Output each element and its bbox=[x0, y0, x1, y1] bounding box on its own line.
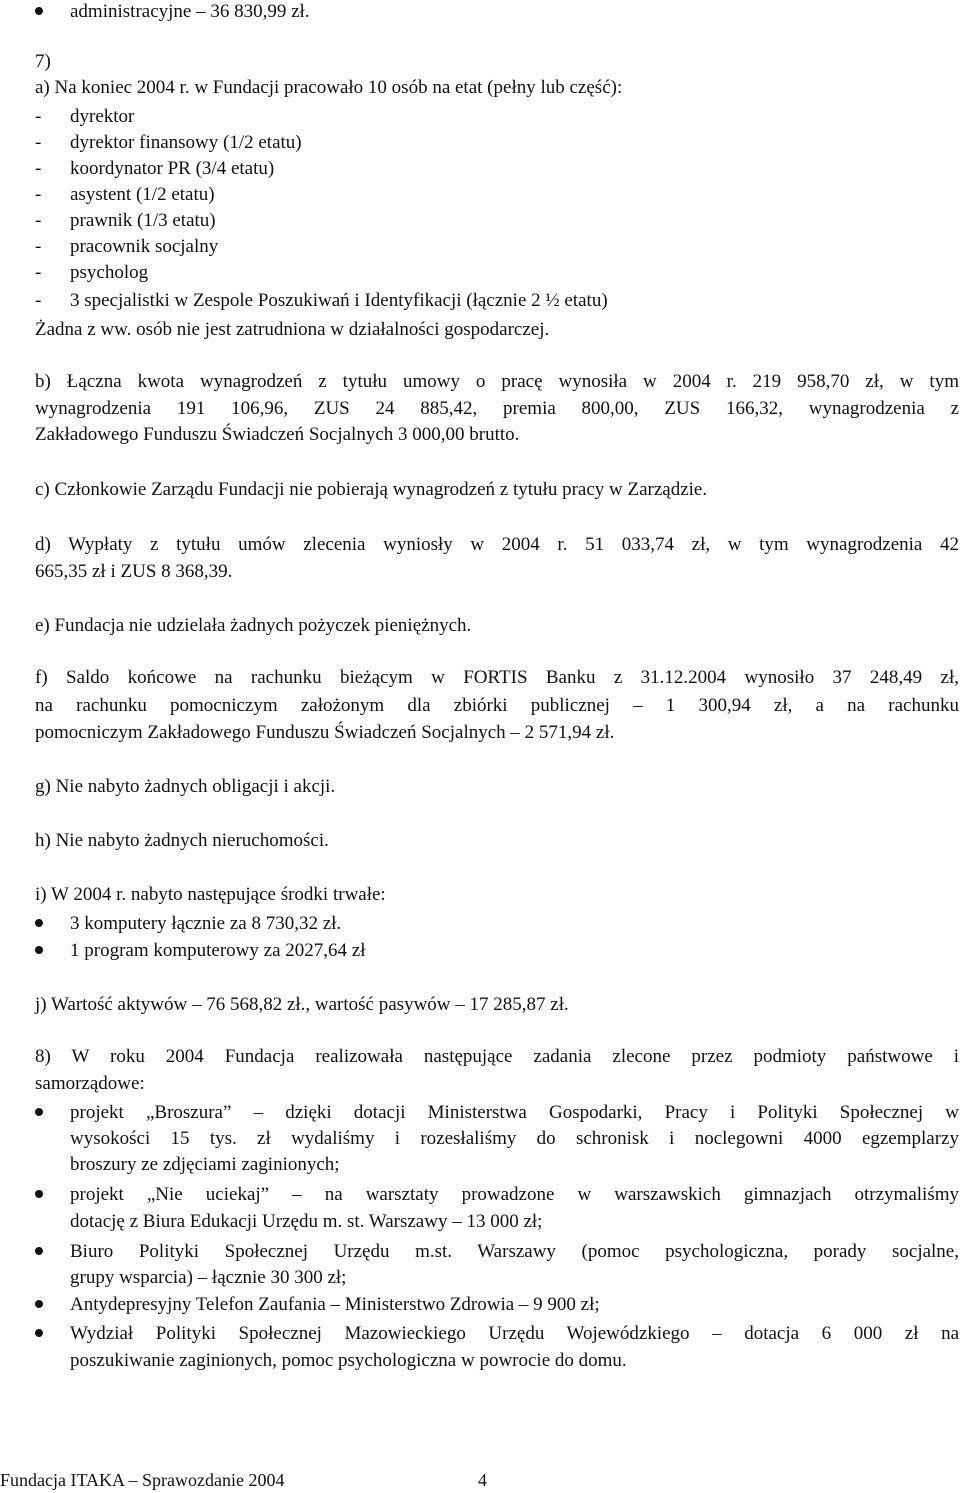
bullet-icon bbox=[35, 1329, 43, 1337]
section-7c: c) Członkowie Zarządu Fundacji nie pobierają wynagrodzeń z tytułu pracy w Zarządzie. bbox=[35, 479, 708, 500]
section-7g: g) Nie nabyto żadnych obligacji i akcji. bbox=[35, 776, 336, 797]
section-7i-intro: i) W 2004 r. nabyto następujące środki trwałe: bbox=[35, 884, 386, 905]
section-7a-note: Żadna z ww. osób nie jest zatrudniona w działalności gospodarczej. bbox=[35, 319, 550, 340]
bullet-icon bbox=[35, 7, 43, 15]
document-page: administracyjne – 36 830,99 zł. 7) a) Na koniec 2004 r. w Fundacji pracowało 10 osób na etat (pełny lub część): - dyrektor - dyrektor finansowy (1/2 etatu) - koordynator PR (3/4 etatu) - asystent (1/2 etatu) - prawnik (1/3 etatu) - pracownik socjalny - psycholog - 3 specjalistki w Zespole Poszukiwań i Identyfikacji (łącznie 2 ½ etatu) Żadna z ww. osób nie jest zatrudniona w działalności gospodarczej. b) Łączna kwota wynagrodzeń z tytułu umowy o pracę wynosiła w 2004 r. 219 958,70 zł, w tym wynagrodzenia 191 106,96, ZUS 24 885,42, premia 800,00, ZUS 166,32, wynagrodzenia z Zakładowego Funduszu Świadczeń Socjalnych 3 000,00 brutto. c) Członkowie Zarządu Fundacji nie pobierają wynagrodzeń z tytułu pracy w Zarządzie. d) Wypłaty z tytułu umów zlecenia wyniosły w 2004 r. 51 033,74 zł, w tym wynagrodzenia 42 665,35 zł i ZUS 8 368,39. e) Fundacja nie udzielała żadnych pożyczek pieniężnych. f) Saldo końcowe na rachunku bieżącym w FORTIS Banku z 31.12.2004 wynosiło 37 248,49 zł, na rachunku pomocniczym założonym dla zbiórki publicznej – 1 300,94 zł, a na rachunku pomocniczym Zakładowego Funduszu Świadczeń Socjalnych – 2 571,94 zł. g) Nie nabyto żadnych obligacji i akcji. h) Nie nabyto żadnych nieruchomości. i) W 2004 r. nabyto następujące środki trwałe: 3 komputery łącznie za 8 730,32 zł. 1 program komputerowy za 2027,64 zł j) Wartość aktywów – 76 568,82 zł., wartość pasywów – 17 285,87 zł. 8) W roku 2004 Fundacja realizowała następujące zadania zlecone przez podmioty państwowe i samorządowe: projekt „Broszura” – dzięki dotacji Ministerstwa Gospodarki, Pracy i Polityki Społecznej w wysokości 15 tys. zł wydaliśmy i rozesłaliśmy do schronisk i noclegowni 4000 egzemplarzy broszury ze zdjęciami zaginionych; projekt „Nie uciekaj” – na warsztaty prowadzone w warszawskich gimnazjach otrzymaliśmy dotację z Biura Edukacji Urzędu m. st. Warszawy – 13 000 zł; Biuro Polityki Społecznej Urzędu m.st. Warszawy (pomoc psychologiczna, porady socjalne, grupy wsparcia) – łącznie 30 300 zł; Antydepresyjny Telefon Zaufania – Ministerstwo Zdrowia – 9 900 zł; Wydział Polityki Społecznej Mazowieckiego Urzędu Wojewódzkiego – dotacja 6 000 zł na poszukiwanie zaginionych, pomoc psychologiczna w powrocie do domu. Fundacja ITAKA – Sprawozdanie 2004 4 bbox=[0, 0, 960, 1492]
footer-title: Fundacja ITAKA – Sprawozdanie 2004 bbox=[0, 1470, 285, 1490]
section-7-number: 7) bbox=[35, 51, 51, 72]
section-7a-intro: a) Na koniec 2004 r. w Fundacji pracowało 10 osób na etat (pełny lub część): bbox=[35, 77, 623, 98]
section-7j: j) Wartość aktywów – 76 568,82 zł., wartość pasywów – 17 285,87 zł. bbox=[35, 994, 569, 1015]
bullet-icon bbox=[35, 1108, 43, 1116]
bullet-icon bbox=[35, 946, 43, 954]
bullet-icon bbox=[35, 1300, 43, 1308]
section-7h: h) Nie nabyto żadnych nieruchomości. bbox=[35, 830, 329, 851]
bullet-icon bbox=[35, 919, 43, 927]
bullet-icon bbox=[35, 1247, 43, 1255]
bullet-icon bbox=[35, 1190, 43, 1198]
page-number: 4 bbox=[478, 1470, 487, 1490]
section-7e: e) Fundacja nie udzielała żadnych pożyczek pieniężnych. bbox=[35, 615, 472, 636]
